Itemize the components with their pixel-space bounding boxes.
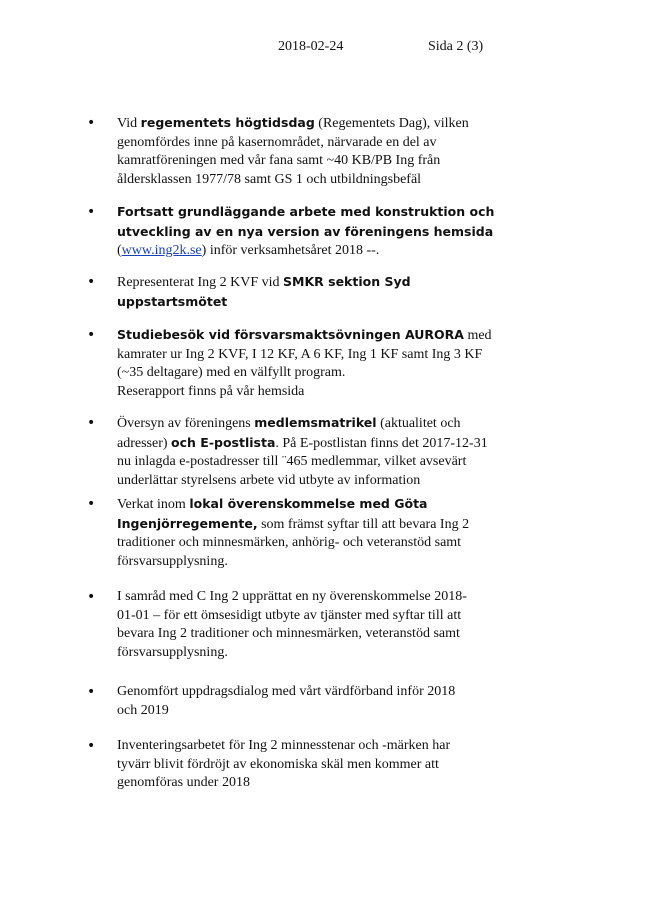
text-segment: genomföras under 2018 bbox=[117, 775, 250, 790]
text-segment: ) inför verksamhetsåret 2018 --. bbox=[201, 243, 380, 258]
text-line bbox=[117, 383, 477, 402]
text-line bbox=[117, 152, 477, 171]
list-item-text bbox=[117, 495, 477, 571]
list-item-text bbox=[117, 326, 492, 401]
bold-text: Studiebesök vid försvarsmaktsövningen AURORA bbox=[117, 327, 464, 342]
text-line bbox=[117, 644, 477, 663]
text-segment: Reserapport finns på vår hemsida bbox=[117, 383, 305, 399]
text-segment: underlättar styrelsens arbete vid utbyte av information bbox=[117, 472, 421, 488]
text-segment: nu inlagda e-postadresser till ¨465 medlemmar, vilket avsevärt bbox=[117, 454, 467, 469]
text-segment: ( bbox=[117, 243, 122, 258]
text-line bbox=[117, 203, 495, 223]
text-line bbox=[117, 472, 477, 491]
list-item-text bbox=[117, 114, 477, 189]
text-segment: (aktualitet och bbox=[376, 416, 461, 431]
text-line bbox=[117, 625, 477, 644]
text-line bbox=[117, 453, 477, 472]
text-line bbox=[117, 495, 477, 515]
text-line bbox=[117, 134, 477, 153]
text-line bbox=[117, 434, 488, 454]
text-line bbox=[117, 346, 483, 365]
bullet-icon: • bbox=[87, 274, 96, 290]
text-line bbox=[117, 293, 477, 313]
text-segment: adresser) bbox=[117, 435, 172, 451]
list-item-text bbox=[117, 273, 477, 312]
text-line bbox=[117, 774, 477, 793]
text-segment: tyvärr blivit fördröjt av ekonomiska skäl men kommer att bbox=[117, 756, 439, 772]
text-segment: försvarsupplysning. bbox=[117, 553, 228, 569]
text-line bbox=[117, 273, 477, 293]
text-segment: kamratföreningen med vår fana samt ~40 KB/PB Ing från bbox=[117, 153, 441, 168]
bold-text: SMKR sektion Syd bbox=[283, 274, 411, 289]
text-line bbox=[117, 242, 477, 261]
bold-text: Fortsatt grundläggande arbete med konstruktion och bbox=[117, 204, 495, 219]
text-segment: (Regementets Dag), vilken bbox=[314, 116, 469, 131]
bullet-icon: • bbox=[87, 327, 96, 343]
bold-text: utveckling av en nya version av föreningens hemsida bbox=[117, 223, 494, 239]
text-segment: och 2019 bbox=[117, 702, 169, 718]
list-item-text bbox=[117, 588, 477, 662]
header-page-number: Sida 2 (3) bbox=[428, 39, 484, 54]
text-line bbox=[117, 114, 477, 134]
text-segment: Inventeringsarbetet för Ing 2 minnesstenar och -märken har bbox=[117, 738, 451, 753]
text-line bbox=[117, 683, 477, 702]
text-line bbox=[117, 171, 477, 190]
bold-text: lokal överenskommelse med Göta bbox=[189, 496, 428, 511]
bullet-icon: • bbox=[87, 415, 96, 431]
bold-text: regementets högtidsdag bbox=[140, 115, 315, 130]
bold-text: medlemsmatrikel bbox=[254, 415, 377, 430]
bullet-icon: • bbox=[87, 204, 96, 220]
text-line bbox=[117, 588, 477, 607]
text-segment: kamrater ur Ing 2 KVF, I 12 KF, A 6 KF, Ing 1 KF samt Ing 3 KF bbox=[117, 346, 483, 362]
text-line bbox=[117, 223, 494, 243]
bold-text: uppstartsmötet bbox=[117, 293, 228, 309]
list-item-text bbox=[117, 683, 477, 720]
list-item-text bbox=[117, 203, 495, 261]
text-segment: Vid bbox=[117, 116, 141, 131]
text-segment: 01-01 – för ett ömsesidigt utbyte av tjänster med syftar till att bbox=[117, 607, 462, 623]
bold-text: Ingenjörregemente, bbox=[117, 515, 258, 531]
text-line bbox=[117, 607, 477, 626]
text-segment: Representerat Ing 2 KVF vid bbox=[117, 275, 284, 290]
text-segment: I samråd med C Ing 2 upprättat en ny överenskommelse 2018- bbox=[117, 589, 467, 604]
list-item-text bbox=[117, 737, 477, 793]
text-segment: försvarsupplysning. bbox=[117, 644, 228, 660]
text-segment: (~35 deltagare) med en välfyllt program. bbox=[117, 365, 346, 380]
list-item-text bbox=[117, 414, 488, 490]
text-segment: åldersklassen 1977/78 samt GS 1 och utbildningsbefäl bbox=[117, 171, 422, 187]
text-segment: traditioner och minnesmärken, anhörig- och veteranstöd samt bbox=[117, 535, 462, 550]
text-segment: Genomfört uppdragsdialog med vårt värdförband inför 2018 bbox=[117, 684, 456, 699]
text-segment: Verkat inom bbox=[117, 497, 190, 512]
text-line bbox=[117, 364, 477, 383]
header-date: 2018-02-24 bbox=[278, 39, 344, 54]
text-segment: med bbox=[463, 328, 492, 343]
text-line bbox=[117, 515, 477, 535]
text-line bbox=[117, 534, 477, 553]
bullet-icon: • bbox=[87, 496, 96, 512]
bullet-icon: • bbox=[87, 684, 96, 700]
text-line bbox=[117, 756, 477, 775]
text-line bbox=[117, 414, 477, 434]
text-segment: genomfördes inne på kasernområdet, närvarade en del av bbox=[117, 134, 437, 150]
bullet-icon: • bbox=[87, 115, 96, 131]
text-segment: bevara Ing 2 traditioner och minnesmärken, veteranstöd samt bbox=[117, 626, 460, 641]
page-header bbox=[0, 39, 650, 59]
website-link[interactable]: www.ing2k.se bbox=[121, 243, 202, 258]
bold-text: och E-postlista bbox=[171, 434, 276, 450]
text-line bbox=[117, 737, 477, 756]
text-segment: Översyn av föreningens bbox=[117, 416, 255, 431]
text-segment: som främst syftar till att bevara Ing 2 bbox=[257, 516, 470, 532]
text-line bbox=[117, 553, 477, 572]
text-segment: . På E-postlistan finns det 2017-12-31 bbox=[275, 435, 488, 451]
text-line bbox=[117, 326, 492, 346]
bullet-icon: • bbox=[87, 738, 96, 754]
text-line bbox=[117, 702, 477, 721]
bullet-icon: • bbox=[87, 589, 96, 605]
